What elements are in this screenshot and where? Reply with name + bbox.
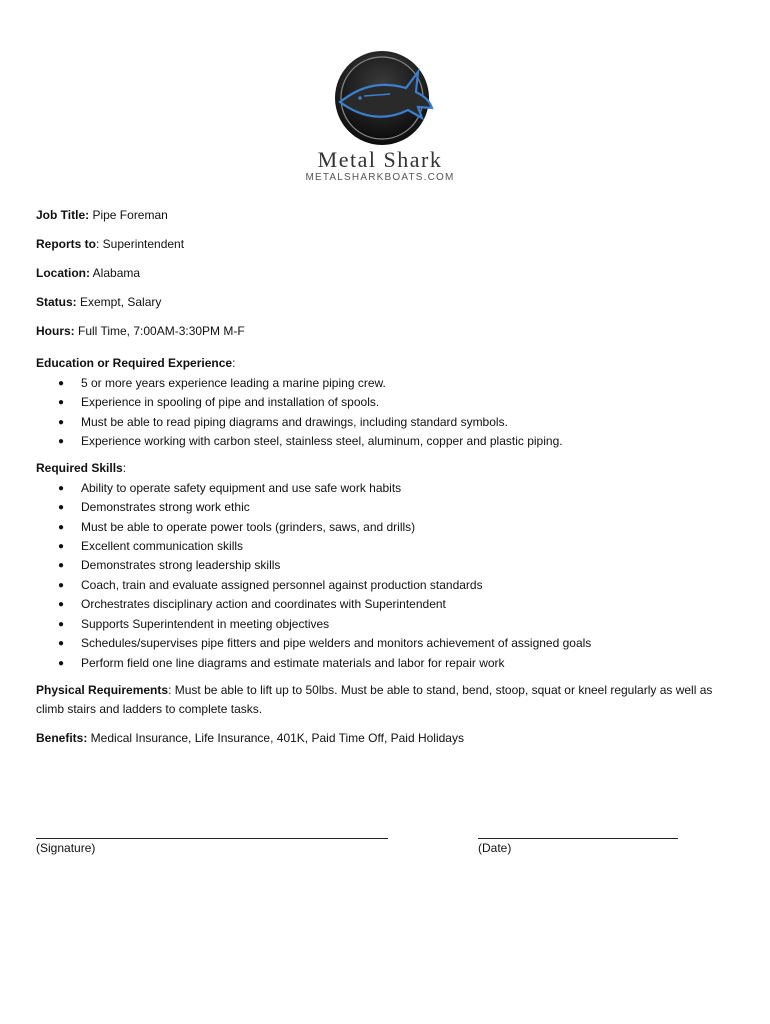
date-block bbox=[478, 824, 678, 858]
field-value: Alabama bbox=[90, 266, 141, 280]
bullet-icon: ● bbox=[58, 560, 65, 572]
field-label: Job Title: bbox=[36, 208, 90, 222]
list-item-text: Perform field one line diagrams and estimate materials and labor for repair work bbox=[81, 655, 505, 670]
metal-shark-logo bbox=[268, 50, 498, 185]
education-title: Education or Required Experience bbox=[36, 356, 233, 371]
benefits bbox=[36, 729, 736, 748]
list-item bbox=[36, 374, 736, 393]
list-item-text: Supports Superintendent in meeting objectives bbox=[81, 616, 330, 631]
list-item-text: Coach, train and evaluate assigned personnel against production standards bbox=[81, 577, 483, 592]
skills-list bbox=[36, 479, 736, 673]
skills-title: Required Skills bbox=[36, 461, 123, 476]
bullet-icon: ● bbox=[58, 638, 65, 650]
list-item bbox=[36, 498, 736, 517]
list-item bbox=[36, 634, 736, 653]
list-item bbox=[36, 615, 736, 634]
field-value: : Superintendent bbox=[96, 237, 185, 251]
field-label: Reports to bbox=[36, 237, 96, 251]
bullet-icon: ● bbox=[58, 618, 65, 630]
list-item bbox=[36, 595, 736, 614]
signature-label: (Signature) bbox=[36, 841, 96, 855]
list-item-text: Orchestrates disciplinary action and coordinates with Superintendent bbox=[81, 597, 446, 612]
date-line bbox=[478, 824, 678, 839]
skills-heading bbox=[36, 459, 736, 478]
bullet-icon: ● bbox=[58, 579, 65, 591]
date-label: (Date) bbox=[478, 841, 512, 855]
field-job-title bbox=[36, 206, 736, 225]
list-item-text: Ability to operate safety equipment and use safe work habits bbox=[81, 480, 402, 495]
list-item-text: Experience working with carbon steel, stainless steel, aluminum, copper and plastic piping. bbox=[81, 434, 563, 449]
list-item-text: Demonstrates strong leadership skills bbox=[81, 558, 281, 573]
list-item-text: 5 or more years experience leading a marine piping crew. bbox=[81, 375, 386, 390]
physical-label: Physical Requirements bbox=[36, 682, 169, 697]
bullet-icon: ● bbox=[58, 541, 65, 553]
field-status bbox=[36, 293, 736, 312]
bullet-icon: ● bbox=[58, 377, 65, 389]
list-item bbox=[36, 479, 736, 498]
list-item bbox=[36, 556, 736, 575]
field-reports-to bbox=[36, 235, 736, 254]
education-list bbox=[36, 374, 736, 452]
field-value: Pipe Foreman bbox=[89, 208, 168, 222]
list-item bbox=[36, 432, 736, 451]
bullet-icon: ● bbox=[58, 436, 65, 448]
field-location bbox=[36, 264, 736, 283]
skills-title-suffix: : bbox=[122, 461, 127, 476]
list-item bbox=[36, 413, 736, 432]
bullet-icon: ● bbox=[58, 482, 65, 494]
signature-block bbox=[36, 824, 388, 858]
bullet-icon: ● bbox=[58, 502, 65, 514]
signature-line bbox=[36, 824, 388, 839]
logo-wordmark: Metal Shark bbox=[317, 147, 443, 172]
logo-url: METALSHARKBOATS.COM bbox=[305, 172, 455, 183]
list-item-text: Must be able to read piping diagrams and drawings, including standard symbols. bbox=[81, 414, 508, 429]
education-heading bbox=[36, 354, 736, 373]
list-item-text: Experience in spooling of pipe and installation of spools. bbox=[81, 395, 380, 410]
list-item-text: Schedules/supervises pipe fitters and pipe welders and monitors achievement of assigned goals bbox=[81, 636, 592, 651]
bullet-icon: ● bbox=[58, 599, 65, 611]
list-item bbox=[36, 576, 736, 595]
benefits-text: Medical Insurance, Life Insurance, 401K, Paid Time Off, Paid Holidays bbox=[87, 731, 464, 746]
physical-requirements bbox=[36, 681, 736, 720]
field-value: Full Time, 7:00AM-3:30PM M-F bbox=[74, 324, 245, 338]
field-label: Hours: bbox=[36, 324, 75, 338]
physical-text: : Must be able to lift up to 50lbs. Must be able to stand, bend, stoop, squat or kneel regularly as well as climb stairs and ladders to complete tasks. bbox=[36, 682, 713, 717]
list-item bbox=[36, 518, 736, 537]
list-item bbox=[36, 393, 736, 412]
list-item-text: Excellent communication skills bbox=[81, 539, 244, 554]
document-body bbox=[36, 206, 736, 758]
bullet-icon: ● bbox=[58, 416, 65, 428]
list-item-text: Demonstrates strong work ethic bbox=[81, 500, 250, 515]
list-item bbox=[36, 654, 736, 673]
bullet-icon: ● bbox=[58, 657, 65, 669]
field-label: Location: bbox=[36, 266, 90, 280]
bullet-icon: ● bbox=[58, 521, 65, 533]
field-value: Exempt, Salary bbox=[76, 295, 162, 309]
field-label: Status: bbox=[36, 295, 77, 309]
list-item-text: Must be able to operate power tools (grinders, saws, and drills) bbox=[81, 519, 416, 534]
field-hours bbox=[36, 322, 736, 341]
benefits-label: Benefits: bbox=[36, 731, 88, 746]
bullet-icon: ● bbox=[58, 397, 65, 409]
education-title-suffix: : bbox=[232, 356, 236, 371]
list-item bbox=[36, 537, 736, 556]
